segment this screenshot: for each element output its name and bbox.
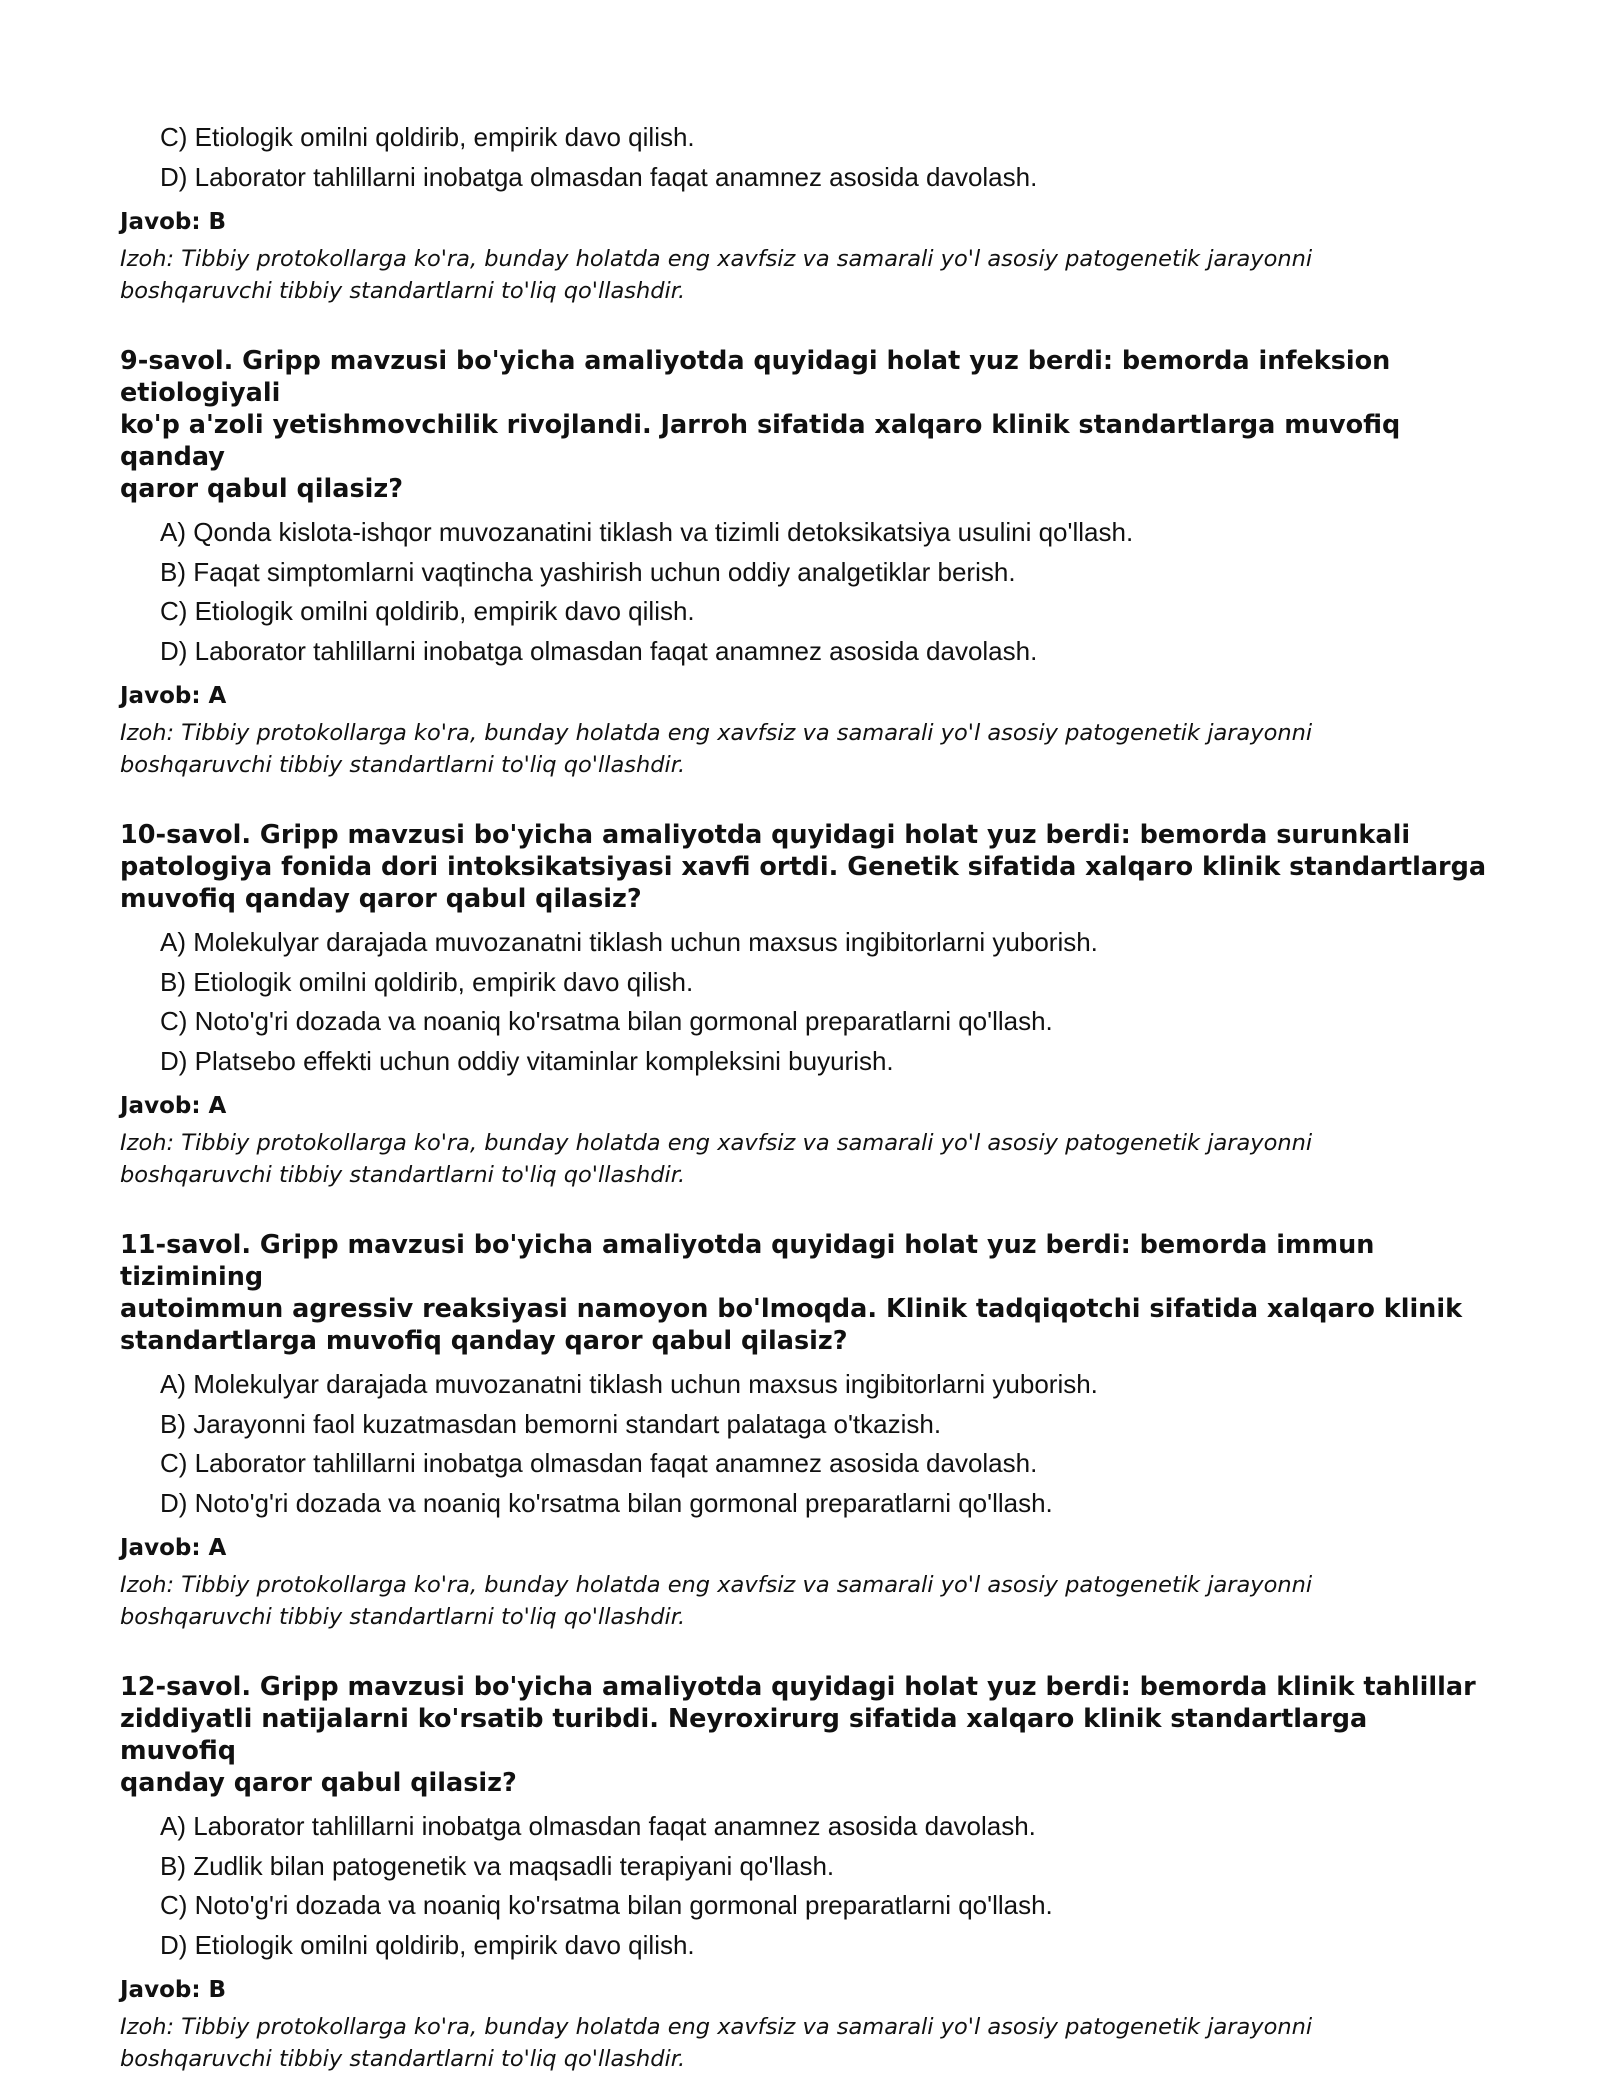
answer-option: A) Qonda kislota-ishqor muvozanatini tiklash va tizimli detoksikatsiya usulini qo'llash. <box>160 517 1134 547</box>
correct-answer: Javob: B <box>120 1977 227 2003</box>
answer-option: C) Noto'g'ri dozada va noaniq ko'rsatma bilan gormonal preparatlarni qo'llash. <box>160 1006 1053 1036</box>
question-line: muvofiq qanday qaror qabul qilasiz? <box>120 884 642 914</box>
answer-option: D) Laborator tahlillarni inobatga olmasdan faqat anamnez asosida davolash. <box>160 161 1038 192</box>
document-page <box>120 118 1490 2075</box>
question-line: qaror qabul qilasiz? <box>120 474 403 504</box>
question-line: patologiya fonida dori intoksikatsiyasi xavfi ortdi. Genetik sifatida xalqaro klinik standartlarga <box>120 852 1487 882</box>
explanation-note <box>120 243 1490 307</box>
explanation-line: boshqaruvchi tibbiy standartlarni to'liq qo'llashdir. <box>120 2046 686 2072</box>
explanation-line: Izoh: Tibbiy protokollarga ko'ra, bunday holatda eng xavfsiz va samarali yo'l asosiy patogenetik jarayonni <box>120 720 1313 746</box>
question-block-9 <box>120 345 1490 781</box>
answer-option: B) Jarayonni faol kuzatmasdan bemorni standart palataga o'tkazish. <box>160 1408 942 1439</box>
explanation-note <box>120 1127 1490 1191</box>
answer-option: D) Platsebo effekti uchun oddiy vitaminlar kompleksini buyurish. <box>160 1045 894 1076</box>
explanation-note <box>120 1569 1490 1633</box>
answer-option: D) Noto'g'ri dozada va noaniq ko'rsatma bilan gormonal preparatlarni qo'llash. <box>160 1487 1053 1518</box>
correct-answer: Javob: B <box>120 209 227 235</box>
answer-option: C) Etiologik omilni qoldirib, empirik davo qilish. <box>160 122 695 152</box>
explanation-line: boshqaruvchi tibbiy standartlarni to'liq qo'llashdir. <box>120 278 686 304</box>
explanation-line: Izoh: Tibbiy protokollarga ko'ra, bunday holatda eng xavfsiz va samarali yo'l asosiy patogenetik jarayonni <box>120 2014 1313 2040</box>
answer-option: B) Zudlik bilan patogenetik va maqsadli terapiyani qo'llash. <box>160 1850 835 1881</box>
question-text <box>120 1229 1490 1357</box>
answer-option: D) Laborator tahlillarni inobatga olmasdan faqat anamnez asosida davolash. <box>160 635 1038 666</box>
explanation-line: boshqaruvchi tibbiy standartlarni to'liq qo'llashdir. <box>120 1162 686 1188</box>
question-block-12 <box>120 1671 1490 2075</box>
answer-option: C) Laborator tahlillarni inobatga olmasdan faqat anamnez asosida davolash. <box>160 1448 1038 1478</box>
question-line: ko'p a'zoli yetishmovchilik rivojlandi. Jarroh sifatida xalqaro klinik standartlarga muvofiq qanday <box>120 410 1401 472</box>
correct-answer: Javob: A <box>120 1535 227 1561</box>
answer-option: D) Etiologik omilni qoldirib, empirik davo qilish. <box>160 1929 695 1960</box>
question-text <box>120 345 1490 505</box>
question-text <box>120 1671 1490 1799</box>
explanation-line: Izoh: Tibbiy protokollarga ko'ra, bunday holatda eng xavfsiz va samarali yo'l asosiy patogenetik jarayonni <box>120 1572 1313 1598</box>
explanation-note <box>120 717 1490 781</box>
explanation-line: boshqaruvchi tibbiy standartlarni to'liq qo'llashdir. <box>120 752 686 778</box>
question-line: ziddiyatli natijalarni ko'rsatib turibdi. Neyroxirurg sifatida xalqaro klinik standartlarga muvofiq <box>120 1704 1368 1766</box>
answer-option: A) Molekulyar darajada muvozanatni tiklash uchun maxsus ingibitorlarni yuborish. <box>160 927 1098 957</box>
explanation-line: boshqaruvchi tibbiy standartlarni to'liq qo'llashdir. <box>120 1604 686 1630</box>
answer-option: C) Noto'g'ri dozada va noaniq ko'rsatma bilan gormonal preparatlarni qo'llash. <box>160 1890 1053 1920</box>
question-text <box>120 819 1490 915</box>
explanation-line: Izoh: Tibbiy protokollarga ko'ra, bunday holatda eng xavfsiz va samarali yo'l asosiy patogenetik jarayonni <box>120 1130 1313 1156</box>
answer-option: B) Etiologik omilni qoldirib, empirik davo qilish. <box>160 966 694 997</box>
question-line: qanday qaror qabul qilasiz? <box>120 1768 517 1798</box>
answer-option: C) Etiologik omilni qoldirib, empirik davo qilish. <box>160 596 695 626</box>
question-block-10 <box>120 819 1490 1191</box>
question-line: 11-savol. Gripp mavzusi bo'yicha amaliyotda quyidagi holat yuz berdi: bemorda immun tizimining <box>120 1230 1375 1292</box>
question-line: standartlarga muvofiq qanday qaror qabul qilasiz? <box>120 1326 848 1356</box>
correct-answer: Javob: A <box>120 1093 227 1119</box>
question-line: 9-savol. Gripp mavzusi bo'yicha amaliyotda quyidagi holat yuz berdi: bemorda infeksion etiologiyali <box>120 346 1391 408</box>
answer-option: B) Faqat simptomlarni vaqtincha yashirish uchun oddiy analgetiklar berish. <box>160 556 1016 587</box>
answer-option: A) Molekulyar darajada muvozanatni tiklash uchun maxsus ingibitorlarni yuborish. <box>160 1369 1098 1399</box>
answer-option: A) Laborator tahlillarni inobatga olmasdan faqat anamnez asosida davolash. <box>160 1811 1036 1841</box>
question-block-11 <box>120 1229 1490 1633</box>
question-line: 10-savol. Gripp mavzusi bo'yicha amaliyotda quyidagi holat yuz berdi: bemorda surunkali <box>120 820 1411 850</box>
correct-answer: Javob: A <box>120 683 227 709</box>
question-line: 12-savol. Gripp mavzusi bo'yicha amaliyotda quyidagi holat yuz berdi: bemorda klinik tahlillar <box>120 1672 1476 1702</box>
explanation-line: Izoh: Tibbiy protokollarga ko'ra, bunday holatda eng xavfsiz va samarali yo'l asosiy patogenetik jarayonni <box>120 246 1313 272</box>
question-line: autoimmun agressiv reaksiyasi namoyon bo'lmoqda. Klinik tadqiqotchi sifatida xalqaro klinik <box>120 1294 1463 1324</box>
previous-question-fragment <box>120 118 1490 307</box>
explanation-note <box>120 2011 1490 2075</box>
